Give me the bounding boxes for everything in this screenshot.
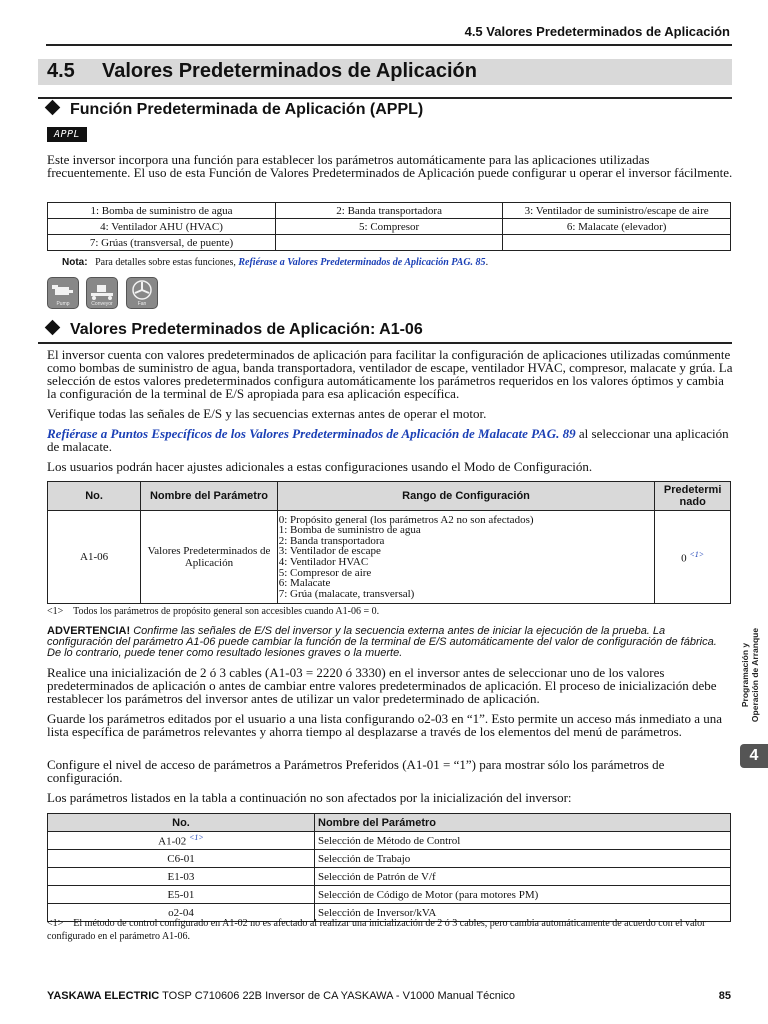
- param-no-cell: [48, 850, 315, 868]
- appl-heading-text: Función Predeterminada de Aplicación (APPL): [70, 101, 424, 118]
- col-header-no: No.: [48, 814, 315, 832]
- param-no-cell: [48, 832, 315, 850]
- warning-label: ADVERTENCIA!: [47, 625, 131, 637]
- footnote-ref-link[interactable]: <1>: [689, 549, 705, 559]
- footnote-1: [47, 606, 379, 617]
- a106-paragraph-5: Realice una inicialización de 2 ó 3 cables (A1-03 = 2220 ó 3330) en el inversor antes de seleccionar uno de los valores predeterminados de aplicación o antes de cambiar entre valores predeterminados de aplicación. El proceso de inicialización debe restablecer los parámetros del inversor antes de utilizar un valor predeterminado de aplicación.: [47, 665, 717, 706]
- a106-parameter-table: [47, 481, 731, 604]
- range-option: 7: Grúa (malacate, transversal): [278, 587, 415, 600]
- range-option: 1: Bomba de suministro de agua: [278, 524, 421, 537]
- param-no: A1-06: [48, 511, 141, 604]
- appl-heading: [47, 101, 423, 119]
- a106-divider: [38, 342, 732, 344]
- param-name: Valores Predeterminados de Aplicación: [141, 511, 278, 604]
- param-no: o2-04: [168, 906, 194, 919]
- range-option: 5: Compresor de aire: [278, 566, 372, 579]
- note-link[interactable]: Refiérase a Valores Predeterminados de Aplicación PAG. 85: [238, 257, 486, 268]
- chapter-number-tab: 4: [740, 744, 768, 768]
- application-cell: 2: Banda transportadora: [275, 203, 502, 219]
- application-cell: [503, 235, 731, 251]
- page-number: 85: [718, 990, 731, 1002]
- conveyor-caption: Conveyor: [91, 301, 113, 307]
- application-cell: [275, 235, 502, 251]
- range-option: 0: Propósito general (los parámetros A2 no son afectados): [278, 513, 534, 526]
- note: [62, 257, 488, 268]
- a106-paragraph-8: Los parámetros listados en la tabla a continuación no son afectados por la inicialización del inversor:: [47, 790, 572, 805]
- conveyor-icon: [86, 277, 118, 309]
- param-name: Selección de Inversor/kVA: [315, 904, 731, 922]
- param-no-cell: [48, 886, 315, 904]
- param-no: A1-02: [158, 835, 187, 848]
- header-divider: [46, 44, 732, 46]
- param-no: E5-01: [167, 888, 195, 901]
- a106-heading: [47, 321, 423, 339]
- param-name: Selección de Patrón de V/f: [315, 868, 731, 886]
- application-cell: 5: Compresor: [275, 219, 502, 235]
- table-row: [48, 219, 731, 235]
- a106-paragraph-4: Los usuarios podrán hacer ajustes adicionales a estas configuraciones usando el Modo de Configuración.: [47, 459, 593, 474]
- footnote-2: [47, 917, 731, 943]
- col-header-no: No.: [48, 482, 141, 511]
- application-cell: 7: Grúas (transversal, de puente): [48, 235, 276, 251]
- initialization-table: [47, 813, 731, 922]
- application-cell: 3: Ventilador de suministro/escape de aire: [503, 203, 731, 219]
- section-title: Valores Predeterminados de Aplicación: [102, 60, 477, 82]
- param-range: [277, 511, 655, 604]
- param-default-value: 0: [681, 552, 687, 565]
- table-row: [48, 850, 731, 868]
- appl-paragraph: Este inversor incorpora una función para establecer los parámetros automáticamente para las aplicaciones utilizadas frecuentemente. El uso de esta Función de Valores Predeterminados de Aplicación puede configurar u operar el inversor fácilmente.: [47, 152, 733, 180]
- side-tab-line-1: Programación y: [740, 642, 750, 708]
- range-option: 6: Malacate: [278, 577, 331, 590]
- a106-heading-text: Valores Predeterminados de Aplicación: A1-06: [70, 321, 423, 338]
- footnote-text: El método de control configurado en A1-02 no es afectado al realizar una inicialización de 2 ó 3 cables, pero cambia automáticamente de acuerdo con el valor configurado en el parámetro A1-06.: [47, 918, 706, 942]
- pump-icon: [47, 277, 79, 309]
- diamond-bullet-icon: [45, 320, 61, 336]
- hoist-reference-link[interactable]: Refiérase a Puntos Específicos de los Valores Predeterminados de Aplicación de Malacate PAG. 89: [47, 426, 576, 441]
- table-row: [48, 511, 731, 604]
- footnote-text: Todos los parámetros de propósito general son accesibles cuando A1-06 = 0.: [73, 606, 380, 617]
- range-option: 2: Banda transportadora: [278, 534, 385, 547]
- running-header: 4.5 Valores Predeterminados de Aplicación: [464, 24, 730, 39]
- col-header-range: Rango de Configuración: [277, 482, 655, 511]
- table-row: [48, 832, 731, 850]
- param-no-cell: [48, 868, 315, 886]
- param-name: Selección de Trabajo: [315, 850, 731, 868]
- footnote-mark: <1>: [47, 606, 64, 617]
- param-no: C6-01: [167, 852, 195, 865]
- col-header-name: Nombre del Parámetro: [141, 482, 278, 511]
- footnote-mark: <1>: [47, 918, 64, 929]
- a106-paragraph-2: Verifique todas las señales de E/S y las secuencias externas antes de operar el motor.: [47, 406, 487, 421]
- note-text: Para detalles sobre estas funciones,: [95, 257, 236, 268]
- param-name: Selección de Método de Control: [315, 832, 731, 850]
- fan-icon: [126, 277, 158, 309]
- footer-brand: YASKAWA ELECTRIC: [47, 990, 160, 1002]
- param-no: E1-03: [167, 870, 195, 883]
- applications-table: [47, 202, 731, 251]
- col-header-default: Predetermi nado: [655, 482, 731, 511]
- param-name: Selección de Código de Motor (para motores PM): [315, 886, 731, 904]
- a106-paragraph-1: El inversor cuenta con valores predeterminados de aplicación para facilitar la configuración de aplicaciones utilizadas comúnmente como bombas de suministro de agua, banda transportadora, ventilador de escape, ventilador HVAC, compresor, malacate y grúa. La selección de estos valores predeterminados configura automáticamente los parámetros requeridos en los valores óptimos y cambia la configuración de la terminal de E/S apropiada para esa aplicación específica.: [47, 347, 733, 401]
- a106-paragraph-7: Configure el nivel de acceso de parámetros a Parámetros Preferidos (A1-01 = “1”) para mostrar sólo los parámetros de configuración.: [47, 757, 665, 785]
- page-footer: [47, 990, 731, 1002]
- warning-box: [47, 626, 731, 659]
- footer-doc-title: TOSP C710606 22B Inversor de CA YASKAWA - V1000 Manual Técnico: [162, 990, 515, 1002]
- note-end: .: [485, 257, 489, 268]
- a106-paragraph-3: [47, 427, 733, 453]
- appl-key-badge: APPL: [47, 127, 87, 142]
- footnote-ref-link[interactable]: <1>: [189, 833, 204, 843]
- side-tab-line-2: Operación de Arranque: [750, 627, 760, 723]
- note-label: Nota:: [62, 257, 88, 268]
- table-row: [48, 203, 731, 219]
- section-divider: [38, 97, 732, 99]
- chapter-side-tab: [736, 610, 766, 740]
- diamond-bullet-icon: [45, 100, 61, 116]
- range-option: 4: Ventilador HVAC: [278, 556, 369, 568]
- range-option: 3: Ventilador de escape: [278, 545, 381, 558]
- param-default: [655, 511, 731, 604]
- table-row: [48, 235, 731, 251]
- table-row: [48, 868, 731, 886]
- a106-paragraph-3-text: al seleccionar una aplicación de malacate.: [47, 426, 729, 454]
- section-number: 4.5: [47, 60, 75, 82]
- pump-caption: Pump: [56, 301, 70, 307]
- application-cell: 1: Bomba de suministro de agua: [48, 203, 276, 219]
- application-cell: 4: Ventilador AHU (HVAC): [48, 219, 276, 235]
- table-row: [48, 886, 731, 904]
- a106-paragraph-6: Guarde los parámetros editados por el usuario a una lista configurando o2-03 en “1”. Esto permite un acceso más inmediato a una lista específica de parámetros relevantes y ahorra tiempo al desplazarse a través de los elementos del menú de parámetros.: [47, 711, 723, 739]
- col-header-name: Nombre del Parámetro: [315, 814, 731, 832]
- fan-caption: Fan: [137, 301, 147, 307]
- warning-text: Confirme las señales de E/S del inversor y la secuencia externa antes de iniciar la ejecución de la prueba. La configuración del parámetro A1-06 puede cambiar la función de la terminal de E/S automáticamente del valor de configuración de fábrica. De lo contrario, puede tener como resultado lesiones graves o la muerte.: [47, 625, 717, 659]
- application-cell: 6: Malacate (elevador): [503, 219, 731, 235]
